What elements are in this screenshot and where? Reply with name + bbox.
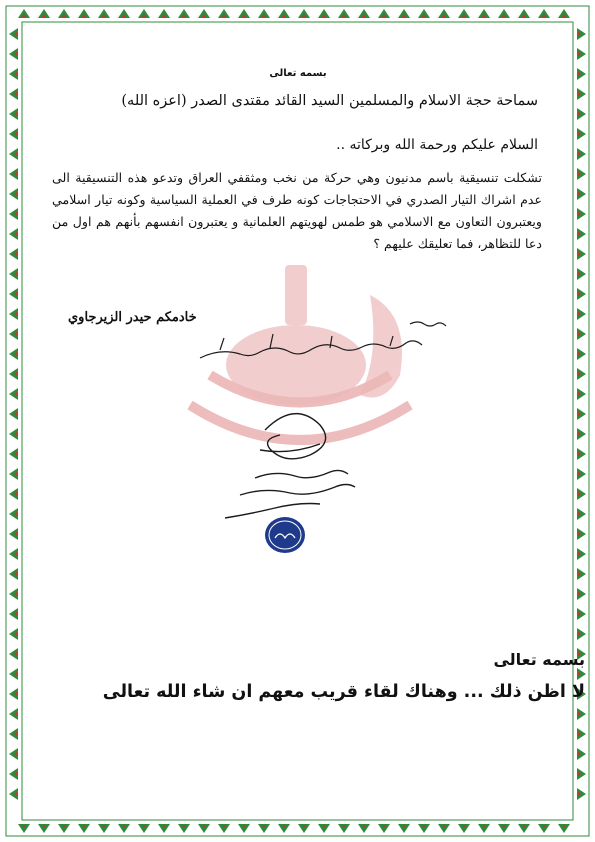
border-motif xyxy=(9,328,18,340)
border-motif xyxy=(577,28,586,40)
border-motif xyxy=(9,588,18,600)
border-motif xyxy=(9,268,18,280)
border-motif xyxy=(198,824,210,833)
border-motif xyxy=(9,408,18,420)
border-motif xyxy=(558,824,570,833)
border-motif xyxy=(138,9,150,18)
border-motif xyxy=(18,9,30,18)
border-motif xyxy=(9,688,18,700)
border-motif xyxy=(577,208,586,220)
border-motif xyxy=(318,9,330,18)
border-motif xyxy=(9,388,18,400)
border-motif xyxy=(78,9,90,18)
border-motif xyxy=(577,108,586,120)
border-motif xyxy=(9,68,18,80)
border-motif xyxy=(418,9,430,18)
border-motif xyxy=(9,548,18,560)
border-motif xyxy=(38,824,50,833)
border-motif xyxy=(9,468,18,480)
border-motif xyxy=(577,48,586,60)
border-motif xyxy=(577,228,586,240)
border-motif xyxy=(258,824,270,833)
border-motif xyxy=(9,428,18,440)
border-motif xyxy=(198,9,210,18)
border-motif xyxy=(577,668,586,680)
border-motif xyxy=(9,168,18,180)
border-motif xyxy=(458,824,470,833)
border-motif xyxy=(9,708,18,720)
border-motif xyxy=(58,9,70,18)
border-motif xyxy=(577,628,586,640)
border-motif xyxy=(9,788,18,800)
border-motif xyxy=(518,9,530,18)
border-motif xyxy=(9,728,18,740)
border-motif xyxy=(18,824,30,833)
seal-stamp xyxy=(265,517,305,553)
border-motif xyxy=(218,824,230,833)
border-motif xyxy=(577,548,586,560)
closing-signoff: خادمكم حيدر الزيرجاوي xyxy=(68,310,197,325)
border-motif xyxy=(178,824,190,833)
border-motif xyxy=(9,608,18,620)
border-motif xyxy=(577,488,586,500)
border-motif xyxy=(118,9,130,18)
border-motif xyxy=(9,88,18,100)
border-motif xyxy=(9,128,18,140)
border-motif xyxy=(577,68,586,80)
border-motif xyxy=(577,428,586,440)
border-motif xyxy=(9,528,18,540)
border-motif xyxy=(577,448,586,460)
border-motif xyxy=(9,188,18,200)
border-motif xyxy=(9,448,18,460)
border-motif xyxy=(577,188,586,200)
border-motif xyxy=(58,824,70,833)
border-motif xyxy=(9,568,18,580)
border-motif xyxy=(438,9,450,18)
basmala-heading: بسمه تعالى xyxy=(269,68,327,79)
border-motif xyxy=(9,288,18,300)
reply-text: لا اظن ذلك ... وهناك لقاء قريب معهم ان شاء الله تعالى xyxy=(102,682,585,702)
border-motif xyxy=(358,9,370,18)
border-motif xyxy=(577,88,586,100)
border-motif xyxy=(577,348,586,360)
border-motif xyxy=(577,128,586,140)
border-motif xyxy=(577,608,586,620)
border-motif xyxy=(577,288,586,300)
border-motif xyxy=(518,824,530,833)
border-motif xyxy=(577,408,586,420)
border-motif xyxy=(577,528,586,540)
border-motif xyxy=(9,628,18,640)
border-motif xyxy=(398,824,410,833)
border-motif xyxy=(9,368,18,380)
border-motif xyxy=(9,668,18,680)
border-motif xyxy=(9,28,18,40)
border-motif xyxy=(398,9,410,18)
border-motif xyxy=(218,9,230,18)
border-motif xyxy=(577,368,586,380)
border-motif xyxy=(9,48,18,60)
border-motif xyxy=(118,824,130,833)
border-motif xyxy=(178,9,190,18)
addressee-line: سماحة حجة الاسلام والمسلمين السيد القائد مقتدى الصدر (اعزه الله) xyxy=(121,93,538,109)
border-motif xyxy=(9,308,18,320)
border-motif xyxy=(9,348,18,360)
border-motif xyxy=(158,9,170,18)
border-motif xyxy=(98,824,110,833)
border-motif xyxy=(577,268,586,280)
border-motif xyxy=(577,468,586,480)
border-motif xyxy=(577,748,586,760)
border-motif xyxy=(9,108,18,120)
border-motif xyxy=(498,824,510,833)
border-motif xyxy=(577,768,586,780)
border-motif xyxy=(278,9,290,18)
border-motif xyxy=(338,824,350,833)
border-motif xyxy=(478,9,490,18)
border-motif xyxy=(9,148,18,160)
border-motif xyxy=(577,788,586,800)
border-motif xyxy=(9,648,18,660)
border-motif xyxy=(9,248,18,260)
border-motif xyxy=(238,824,250,833)
border-motif xyxy=(138,824,150,833)
border-motif xyxy=(577,148,586,160)
border-motif xyxy=(38,9,50,18)
border-motif xyxy=(577,168,586,180)
border-motif xyxy=(577,708,586,720)
border-motif xyxy=(238,9,250,18)
border-motif xyxy=(358,824,370,833)
border-motif xyxy=(577,568,586,580)
border-motif xyxy=(9,488,18,500)
border-motif xyxy=(577,248,586,260)
border-motif xyxy=(298,9,310,18)
border-motif xyxy=(78,824,90,833)
border-motif xyxy=(98,9,110,18)
border-motif xyxy=(577,588,586,600)
border-motif xyxy=(9,228,18,240)
border-motif xyxy=(9,748,18,760)
border-motif xyxy=(538,9,550,18)
border-motif xyxy=(577,328,586,340)
border-motif xyxy=(318,824,330,833)
border-motif xyxy=(577,728,586,740)
border-motif xyxy=(298,824,310,833)
border-motif xyxy=(418,824,430,833)
border-motif xyxy=(378,824,390,833)
border-motif xyxy=(258,9,270,18)
border-motif xyxy=(438,824,450,833)
border-motif xyxy=(378,9,390,18)
border-motif xyxy=(558,9,570,18)
border-motif xyxy=(9,768,18,780)
border-motif xyxy=(338,9,350,18)
border-motif xyxy=(478,824,490,833)
reply-basmala: بسمه تعالى xyxy=(493,650,585,669)
letter-body: تشكلت تنسيقية باسم مدنيون وهي حركة من نخب ومثقفي العراق وتدعو هذه التنسيقية الى عدم اشراك التيار الصدري في الاحتجاجات كونه طرف في العملية السياسية وكونه تيار اسلامي ويعتبرون التعاون مع الاسلامي هو طمس لهويتهم العلمانية و يعتبرون انفسهم بأنهم هم اول من دعا للتظاهر، فما تعليقك عليهم ؟ xyxy=(52,170,542,251)
border-motif xyxy=(458,9,470,18)
border-motif xyxy=(498,9,510,18)
border-motif xyxy=(158,824,170,833)
border-motif xyxy=(577,388,586,400)
border-motif xyxy=(9,508,18,520)
handwritten-reply xyxy=(160,310,460,370)
border-motif xyxy=(538,824,550,833)
border-motif xyxy=(9,208,18,220)
border-motif xyxy=(577,308,586,320)
border-motif xyxy=(577,508,586,520)
border-motif xyxy=(278,824,290,833)
signature-block xyxy=(215,400,365,560)
greeting-line: السلام عليكم ورحمة الله وبركاته .. xyxy=(336,137,538,153)
